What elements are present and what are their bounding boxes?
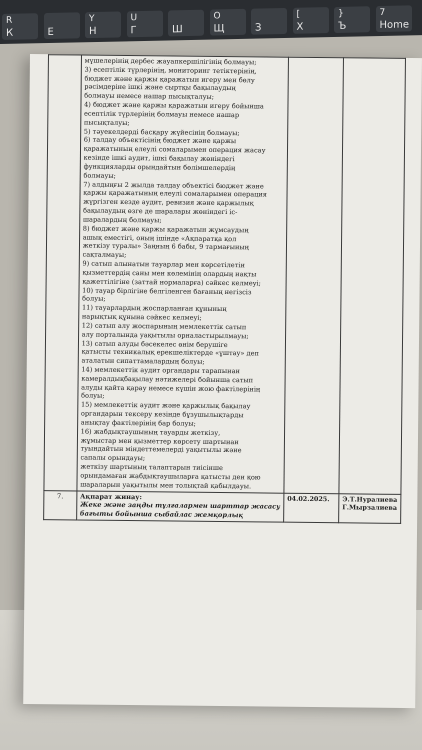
text-line: 13) сатып алуды бәсекелес өнім берушіге bbox=[81, 339, 228, 349]
text-line: 15) мемлекеттік аудит және қаржылық бақылау bbox=[80, 400, 251, 411]
text-line: органдарын тексеру кезінде бұзушылықтарды bbox=[80, 409, 244, 420]
keyboard-key bbox=[334, 6, 370, 33]
text-line: рәсімдеріне ішкі және сыртқы бақылаудың bbox=[84, 83, 236, 93]
text-line: жеткізу туралы» Заңның 6 бабы, 9 тармағының bbox=[82, 241, 249, 252]
key-top-label: Y bbox=[89, 14, 95, 25]
keyboard-key bbox=[376, 5, 412, 32]
text-line: болуы; bbox=[82, 294, 106, 304]
key-bottom-label: Home bbox=[379, 19, 410, 32]
text-line: 16) жабдықтаушының тауарды жеткізу, bbox=[80, 427, 221, 437]
row-num-cell bbox=[44, 55, 81, 491]
text-line: 11) тауарлардың жоспарланған құнының bbox=[81, 303, 227, 314]
keyboard bbox=[0, 0, 422, 44]
text-line: 10) тауар бірлігіне белгіленген бағаның негізсіз bbox=[82, 286, 252, 296]
key-top-label: [ bbox=[296, 9, 301, 20]
text-line: жүргізген кезде аудит, ревизия және қаржылық bbox=[83, 197, 254, 208]
text-line: 8) бюджет және қаржы қаражатын жұмсаудың bbox=[82, 224, 249, 235]
keyboard-key bbox=[168, 10, 204, 37]
text-line: камералдықбақылау нәтижелері бойынша сатып bbox=[81, 374, 254, 385]
text-line: анықтау фактілерінің бар болуы; bbox=[80, 418, 196, 428]
text-line: 6) талдау объектісінің бюджет және қаржы bbox=[83, 136, 237, 146]
text-line: қаржы қаражатының елеулі сомаларымен операция bbox=[83, 188, 268, 199]
text-line: аталатын сипаттамалардың болуы; bbox=[81, 356, 205, 367]
key-top-label: U bbox=[130, 13, 138, 24]
text-line: алуды қайта қарау немесе күшін жою фактілерінің bbox=[81, 383, 261, 394]
document-page bbox=[23, 54, 422, 708]
keyboard-key bbox=[85, 11, 121, 38]
responsible-name: Э.Т.Нуралиева bbox=[342, 494, 398, 504]
keyboard-key bbox=[251, 8, 287, 35]
text-line: болуы; bbox=[81, 392, 105, 401]
text-line: функцияларды орындайтын бөлімшелердің bbox=[83, 162, 236, 173]
key-top-label: } bbox=[338, 8, 344, 19]
row-italic-line: Жеке және заңды тұлғалармен шарттар жасасу bbox=[79, 500, 281, 512]
row-heading: Ақпарат жинау: bbox=[79, 492, 143, 501]
keyboard-key bbox=[127, 11, 163, 38]
text-line: мүшелерінің дербес жауапкершілігінің болмауы; bbox=[84, 56, 257, 67]
key-bottom-label: Щ bbox=[213, 23, 225, 35]
text-line: 14) мемлекеттік аудит органдары тарапынан bbox=[81, 365, 240, 376]
text-line: жұмыстар мен қызметтер көрсету шартынан bbox=[80, 436, 239, 446]
document-table bbox=[43, 54, 406, 524]
date-cell bbox=[284, 57, 344, 493]
text-line: 5) тәуекелдерді басқару жүйесінің болмауы; bbox=[83, 127, 240, 137]
text-line: туындайтын міндеттемелерді уақытылы және bbox=[80, 444, 242, 455]
row-num-cell: 7. bbox=[44, 490, 77, 520]
responsible-cell bbox=[339, 58, 405, 494]
text-line: бюджет және қаржы қаражатын игеру мен бөлу bbox=[84, 74, 255, 85]
text-line: 12) сатып алу жоспарының мемлекеттік сатып bbox=[81, 321, 247, 332]
risk-factors-cell bbox=[77, 55, 289, 493]
text-line: жеткізу шартының талаптарын тиісінше bbox=[80, 462, 223, 473]
key-top-label: R bbox=[6, 15, 13, 26]
text-line: 7) алдыңғы 2 жылда талдау объектісі бюджет және bbox=[83, 180, 264, 191]
key-top-label: O bbox=[213, 11, 221, 22]
text-line: ашық еместігі, оның ішінде «Ақпаратқа қол bbox=[82, 233, 237, 243]
key-bottom-label: Ъ bbox=[338, 20, 347, 32]
text-line: сақталмауы; bbox=[82, 250, 127, 260]
key-bottom-label: Г bbox=[130, 25, 137, 37]
text-line: 4) бюджет және қаржы қаражатын игеру бойынша bbox=[84, 100, 264, 111]
text-line: бақылаудың өзге де шаралары жөніндегі іс- bbox=[82, 206, 238, 217]
text-line: қатысты техникалық ерекшеліктерде «ұштау» деп bbox=[81, 347, 259, 358]
text-line: 9) сатып алынатын тауарлар мен көрсетілетін bbox=[82, 259, 245, 270]
text-line: болмауы немесе нашар пысықталуы; bbox=[84, 91, 215, 102]
text-line: сапалы орындауы; bbox=[80, 453, 146, 463]
text-line: пысықталуы; bbox=[83, 118, 130, 127]
key-bottom-label: Е bbox=[47, 26, 54, 39]
responsible-name: Г.Мырзалиева bbox=[342, 503, 398, 513]
table-row-7 bbox=[44, 490, 401, 523]
key-bottom-label: Х bbox=[296, 21, 304, 33]
text-line: шараларын уақытылы мен толықтай қабылдауы. bbox=[80, 480, 252, 491]
keyboard-key bbox=[210, 9, 246, 36]
text-line: есептілік түрлерінің болмауы немесе нашар bbox=[83, 109, 240, 120]
text-line: шаралардың болмауы; bbox=[82, 215, 162, 225]
key-bottom-label: Н bbox=[89, 25, 97, 38]
responsible-cell bbox=[339, 493, 401, 523]
key-bottom-label: Ш bbox=[172, 24, 183, 36]
text-line: орындамаған жабдықтаушыларға қатысты ден қою bbox=[80, 471, 261, 482]
text-line: нарықтық құнына сәйкес келмеуі; bbox=[81, 312, 202, 322]
information-collection-cell bbox=[76, 491, 284, 523]
text-line: қажеттілігіне (заттай нормаларға) сәйкес келмеуі; bbox=[82, 277, 261, 288]
text-line: 3) есептілік түрлерінің, мониторинг тетіктерінің, bbox=[84, 65, 257, 76]
text-line: кезінде ішкі аудит, ішкі бақылау жөніндегі bbox=[83, 153, 235, 164]
keyboard-key bbox=[2, 13, 38, 40]
keyboard-key bbox=[44, 12, 80, 39]
row-italic-line: бағыты бойынша сыбайлас жемқорлық bbox=[79, 509, 244, 520]
text-line: қаражатының елеулі сомаларымен операция жасау bbox=[83, 144, 266, 155]
date-cell: 04.02.2025. bbox=[283, 493, 338, 523]
key-bottom-label: К bbox=[6, 27, 14, 39]
table-row-prev bbox=[44, 55, 406, 494]
text-line: қызметтердің саны мен көлемінің олардың нақты bbox=[82, 268, 257, 279]
keyboard-key bbox=[293, 7, 329, 34]
key-top-label: 7 bbox=[379, 7, 386, 19]
text-line: алу порталында уақытылы орналастырылмауы; bbox=[81, 330, 249, 340]
text-line: болмауы; bbox=[83, 171, 116, 180]
key-bottom-label: З bbox=[255, 22, 262, 34]
